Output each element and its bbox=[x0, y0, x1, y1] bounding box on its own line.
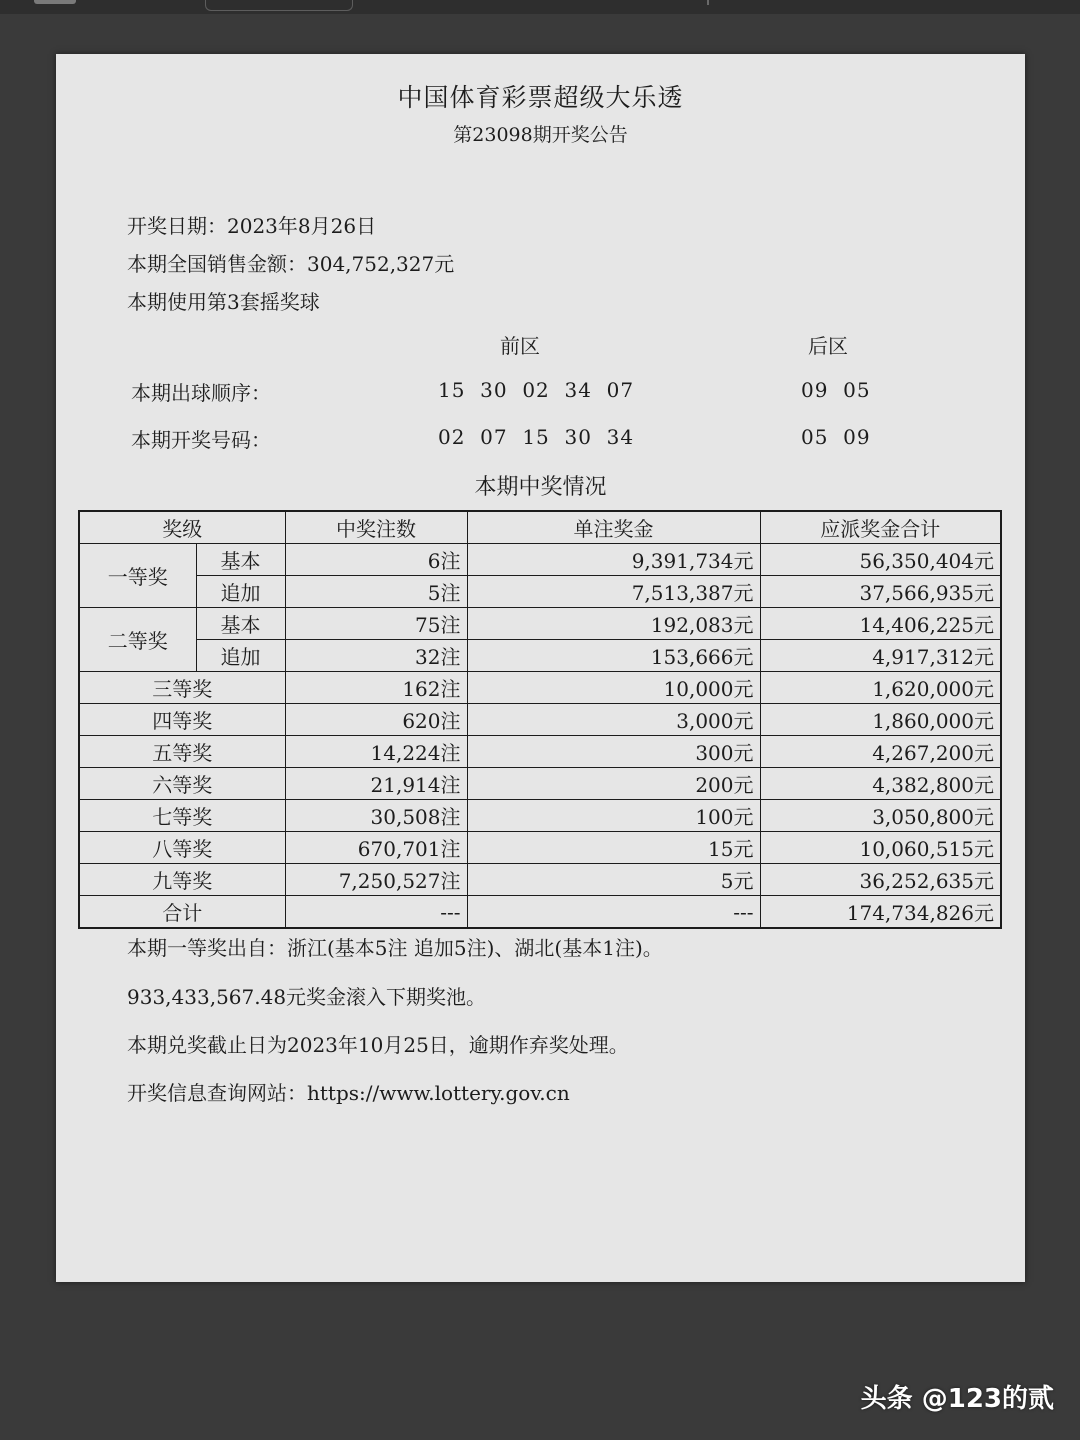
table-row bbox=[79, 832, 1001, 864]
table-row bbox=[79, 704, 1001, 736]
level-cell: 八等奖 bbox=[79, 832, 285, 864]
count-cell: 14,224注 bbox=[285, 736, 467, 768]
table-total-row bbox=[79, 896, 1001, 929]
table-header-row bbox=[79, 511, 1001, 544]
claim-deadline: 本期兑奖截止日为2023年10月25日，逾期作弃奖处理。 bbox=[127, 1033, 629, 1057]
total-cell: 56,350,404元 bbox=[760, 544, 1001, 576]
count-cell: 162注 bbox=[285, 672, 467, 704]
total-cell: 37,566,935元 bbox=[760, 576, 1001, 608]
draw-order-back: 09 05 bbox=[801, 378, 871, 402]
header-prize: 单注奖金 bbox=[467, 511, 760, 544]
level-cell: 三等奖 bbox=[79, 672, 285, 704]
count-cell: 670,701注 bbox=[285, 832, 467, 864]
total-cell: 4,267,200元 bbox=[760, 736, 1001, 768]
table-row bbox=[79, 672, 1001, 704]
page-subtitle: 第23098期开奖公告 bbox=[453, 124, 628, 146]
draw-order-label: 本期出球顺序： bbox=[131, 381, 271, 405]
viewer-top-bar bbox=[0, 0, 1080, 14]
toolbar-tab[interactable] bbox=[205, 0, 353, 11]
table-row bbox=[79, 608, 1001, 640]
total-cell: 10,060,515元 bbox=[760, 832, 1001, 864]
table-row bbox=[79, 768, 1001, 800]
total-cell: 14,406,225元 bbox=[760, 608, 1001, 640]
table-row bbox=[79, 576, 1001, 608]
total-cell: 1,860,000元 bbox=[760, 704, 1001, 736]
header-count: 中奖注数 bbox=[285, 511, 467, 544]
watermark: 头条 @123的贰 bbox=[860, 1384, 1054, 1414]
toolbar-tab[interactable] bbox=[34, 0, 76, 4]
total-cell: 1,620,000元 bbox=[760, 672, 1001, 704]
table-row bbox=[79, 736, 1001, 768]
count-cell: 620注 bbox=[285, 704, 467, 736]
lottery-website[interactable]: 开奖信息查询网站：https://www.lottery.gov.cn bbox=[127, 1081, 570, 1105]
level-cell: 一等奖 bbox=[79, 544, 196, 608]
count-cell: 5注 bbox=[285, 576, 467, 608]
header-level: 奖级 bbox=[79, 511, 285, 544]
count-cell: 21,914注 bbox=[285, 768, 467, 800]
prize-cell: 300元 bbox=[467, 736, 760, 768]
prize-cell: 153,666元 bbox=[467, 640, 760, 672]
count-cell: 75注 bbox=[285, 608, 467, 640]
total-cell: 36,252,635元 bbox=[760, 864, 1001, 896]
sub-level-cell: 基本 bbox=[196, 608, 285, 640]
prize-cell: 100元 bbox=[467, 800, 760, 832]
count-cell: 7,250,527注 bbox=[285, 864, 467, 896]
count-cell: 6注 bbox=[285, 544, 467, 576]
header-total: 应派奖金合计 bbox=[760, 511, 1001, 544]
total-cell: 4,917,312元 bbox=[760, 640, 1001, 672]
table-row bbox=[79, 640, 1001, 672]
sub-level-cell: 追加 bbox=[196, 576, 285, 608]
winning-numbers-back: 05 09 bbox=[801, 425, 871, 449]
level-cell: 九等奖 bbox=[79, 864, 285, 896]
draw-date: 开奖日期：2023年8月26日 bbox=[127, 214, 377, 238]
sales-amount: 本期全国销售金额：304,752,327元 bbox=[127, 252, 455, 276]
prize-cell: 3,000元 bbox=[467, 704, 760, 736]
prize-cell: 5元 bbox=[467, 864, 760, 896]
prize-table-title: 本期中奖情况 bbox=[474, 475, 607, 500]
winning-numbers-label: 本期开奖号码： bbox=[131, 428, 271, 452]
prize-cell: 7,513,387元 bbox=[467, 576, 760, 608]
count-cell: 30,508注 bbox=[285, 800, 467, 832]
level-cell: 二等奖 bbox=[79, 608, 196, 672]
prize-cell: --- bbox=[467, 896, 760, 929]
level-cell: 七等奖 bbox=[79, 800, 285, 832]
prize-cell: 9,391,734元 bbox=[467, 544, 760, 576]
prize-cell: 192,083元 bbox=[467, 608, 760, 640]
front-zone-label: 前区 bbox=[500, 334, 540, 358]
prize-cell: 200元 bbox=[467, 768, 760, 800]
ball-set: 本期使用第3套摇奖球 bbox=[127, 290, 320, 314]
prize-cell: 10,000元 bbox=[467, 672, 760, 704]
level-cell: 合计 bbox=[79, 896, 285, 929]
toolbar-marker bbox=[707, 0, 709, 5]
level-cell: 五等奖 bbox=[79, 736, 285, 768]
first-prize-origin: 本期一等奖出自：浙江(基本5注 追加5注)、湖北(基本1注)。 bbox=[127, 936, 663, 960]
total-cell: 4,382,800元 bbox=[760, 768, 1001, 800]
draw-order-front: 15 30 02 34 07 bbox=[438, 378, 635, 402]
table-row bbox=[79, 800, 1001, 832]
table-row bbox=[79, 544, 1001, 576]
winning-numbers-front: 02 07 15 30 34 bbox=[438, 425, 635, 449]
total-cell: 174,734,826元 bbox=[760, 896, 1001, 929]
table-row bbox=[79, 864, 1001, 896]
sub-level-cell: 追加 bbox=[196, 640, 285, 672]
back-zone-label: 后区 bbox=[808, 334, 848, 358]
prize-cell: 15元 bbox=[467, 832, 760, 864]
level-cell: 四等奖 bbox=[79, 704, 285, 736]
rollover-amount: 933,433,567.48元奖金滚入下期奖池。 bbox=[127, 985, 487, 1009]
sub-level-cell: 基本 bbox=[196, 544, 285, 576]
count-cell: --- bbox=[285, 896, 467, 929]
prize-table bbox=[78, 510, 1002, 929]
page-title: 中国体育彩票超级大乐透 bbox=[397, 83, 684, 112]
document-page bbox=[56, 54, 1025, 1282]
level-cell: 六等奖 bbox=[79, 768, 285, 800]
total-cell: 3,050,800元 bbox=[760, 800, 1001, 832]
count-cell: 32注 bbox=[285, 640, 467, 672]
